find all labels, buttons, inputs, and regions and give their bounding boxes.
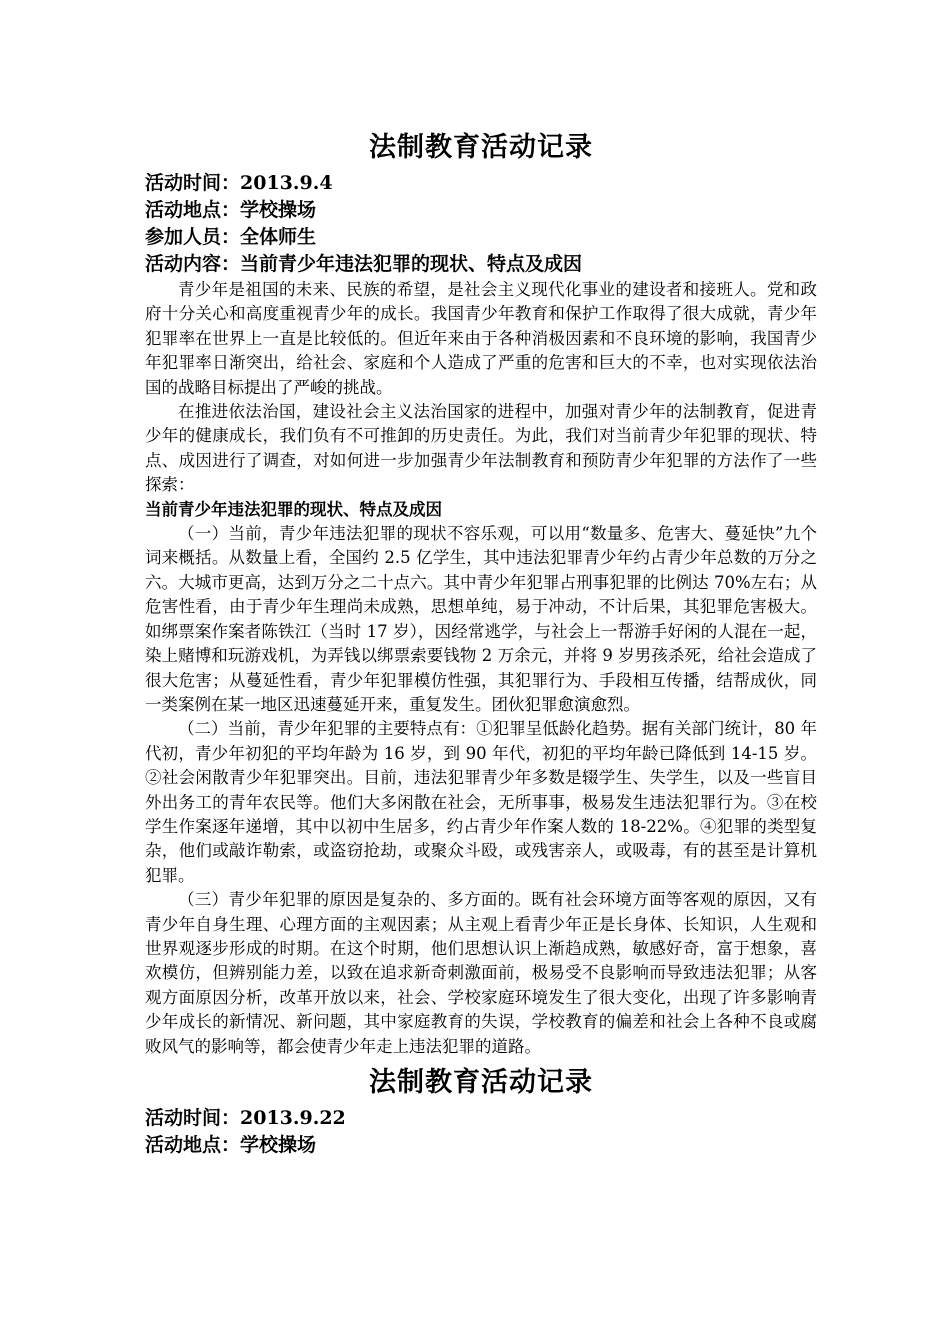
section-heading: 当前青少年违法犯罪的现状、特点及成因: [145, 499, 442, 519]
record-title: 法制教育活动记录: [369, 132, 593, 163]
record-title: 法制教育活动记录: [369, 1067, 593, 1098]
intro-paragraph: 在推进依法治国，建设社会主义法治国家的进程中，加强对青少年的法制教育，促进青少年的健康成长，我们负有不可推卸的历史责任。为此，我们对当前青少年犯罪的现状、特点、成因进行了调查，对如何进一步加强青少年法制教育和预防青少年犯罪的方法作了一些探索：: [145, 402, 817, 495]
section-paragraph: （一）当前，青少年违法犯罪的现状不容乐观，可以用“数量多、危害大、蔓延快”九个词来概括。从数量上看，全国约 2.5 亿学生，其中违法犯罪青少年约占青少年总数的万分之六。大城市更高，达到万分之二十点六。其中青少年犯罪占刑事犯罪的比例达 70%左右；从危害性看，由于青少年生理尚未成熟，思想单纯，易于冲动，不计后果，其犯罪危害极大。如绑票案作案者陈铁江（当时 17 岁），因经常逃学，与社会上一帮游手好闲的人混在一起，染上赌博和玩游戏机，为弄钱以绑票索要钱物 2 万余元，并将 9 岁男孩杀死，给社会造成了很大危害；从蔓延性看，青少年犯罪模仿性强，其犯罪行为、手段相互传播，结帮成伙，同一类案例在某一地区迅速蔓延开来，重复发生。团伙犯罪愈演愈烈。: [145, 524, 817, 714]
section-paragraph: （二）当前，青少年犯罪的主要特点有：①犯罪呈低龄化趋势。据有关部门统计，80 年代初，青少年初犯的平均年龄为 16 岁，到 90 年代，初犯的平均年龄已降低到 14-15 岁。②社会闲散青少年犯罪突出。目前，违法犯罪青少年多数是辍学生、失学生，以及一些盲目外出务工的青年农民等。他们大多闲散在社会，无所事事，极易发生违法犯罪行为。③在校学生作案逐年递增，其中以初中生居多，约占青少年作案人数的 18-22%。④犯罪的类型复杂，他们或敲诈勒索，或盗窃抢劫，或聚众斗殴，或残害亲人，或吸毒，有的甚至是计算机犯罪。: [145, 719, 817, 885]
activity-time: 活动时间：2013.9.4: [145, 172, 333, 194]
section-paragraph: （三）青少年犯罪的原因是复杂的、多方面的。既有社会环境方面等客观的原因，又有青少年自身生理、心理方面的主观因素；从主观上看青少年正是长身体、长知识，人生观和世界观逐步形成的时期。在这个时期，他们思想认识上渐趋成熟，敏感好奇，富于想象，喜欢模仿，但辨别能力差，以致在追求新奇刺激面前，极易受不良影响而导致违法犯罪；从客观方面原因分析，改革开放以来，社会、学校家庭环境发生了很大变化，出现了许多影响青少年成长的新情况、新问题，其中家庭教育的失误，学校教育的偏差和社会上各种不良或腐败风气的影响等，都会使青少年走上违法犯罪的道路。: [145, 890, 817, 1056]
activity-place: 活动地点：学校操场: [145, 199, 317, 221]
activity-content: 活动内容：当前青少年违法犯罪的现状、特点及成因: [145, 253, 583, 275]
activity-place: 活动地点：学校操场: [145, 1134, 317, 1156]
activity-time: 活动时间：2013.9.22: [145, 1107, 346, 1129]
document-page: [145, 128, 817, 1159]
intro-paragraph: 青少年是祖国的未来、民族的希望，是社会主义现代化事业的建设者和接班人。党和政府十分关心和高度重视青少年的成长。我国青少年教育和保护工作取得了很大成就，青少年犯罪率在世界上一直是比较低的。但近年来由于各种消极因素和不良环境的影响，我国青少年犯罪率日渐突出，给社会、家庭和个人造成了严重的危害和巨大的不幸，也对实现依法治国的战略目标提出了严峻的挑战。: [145, 280, 817, 397]
participants: 参加人员：全体师生: [145, 226, 317, 248]
